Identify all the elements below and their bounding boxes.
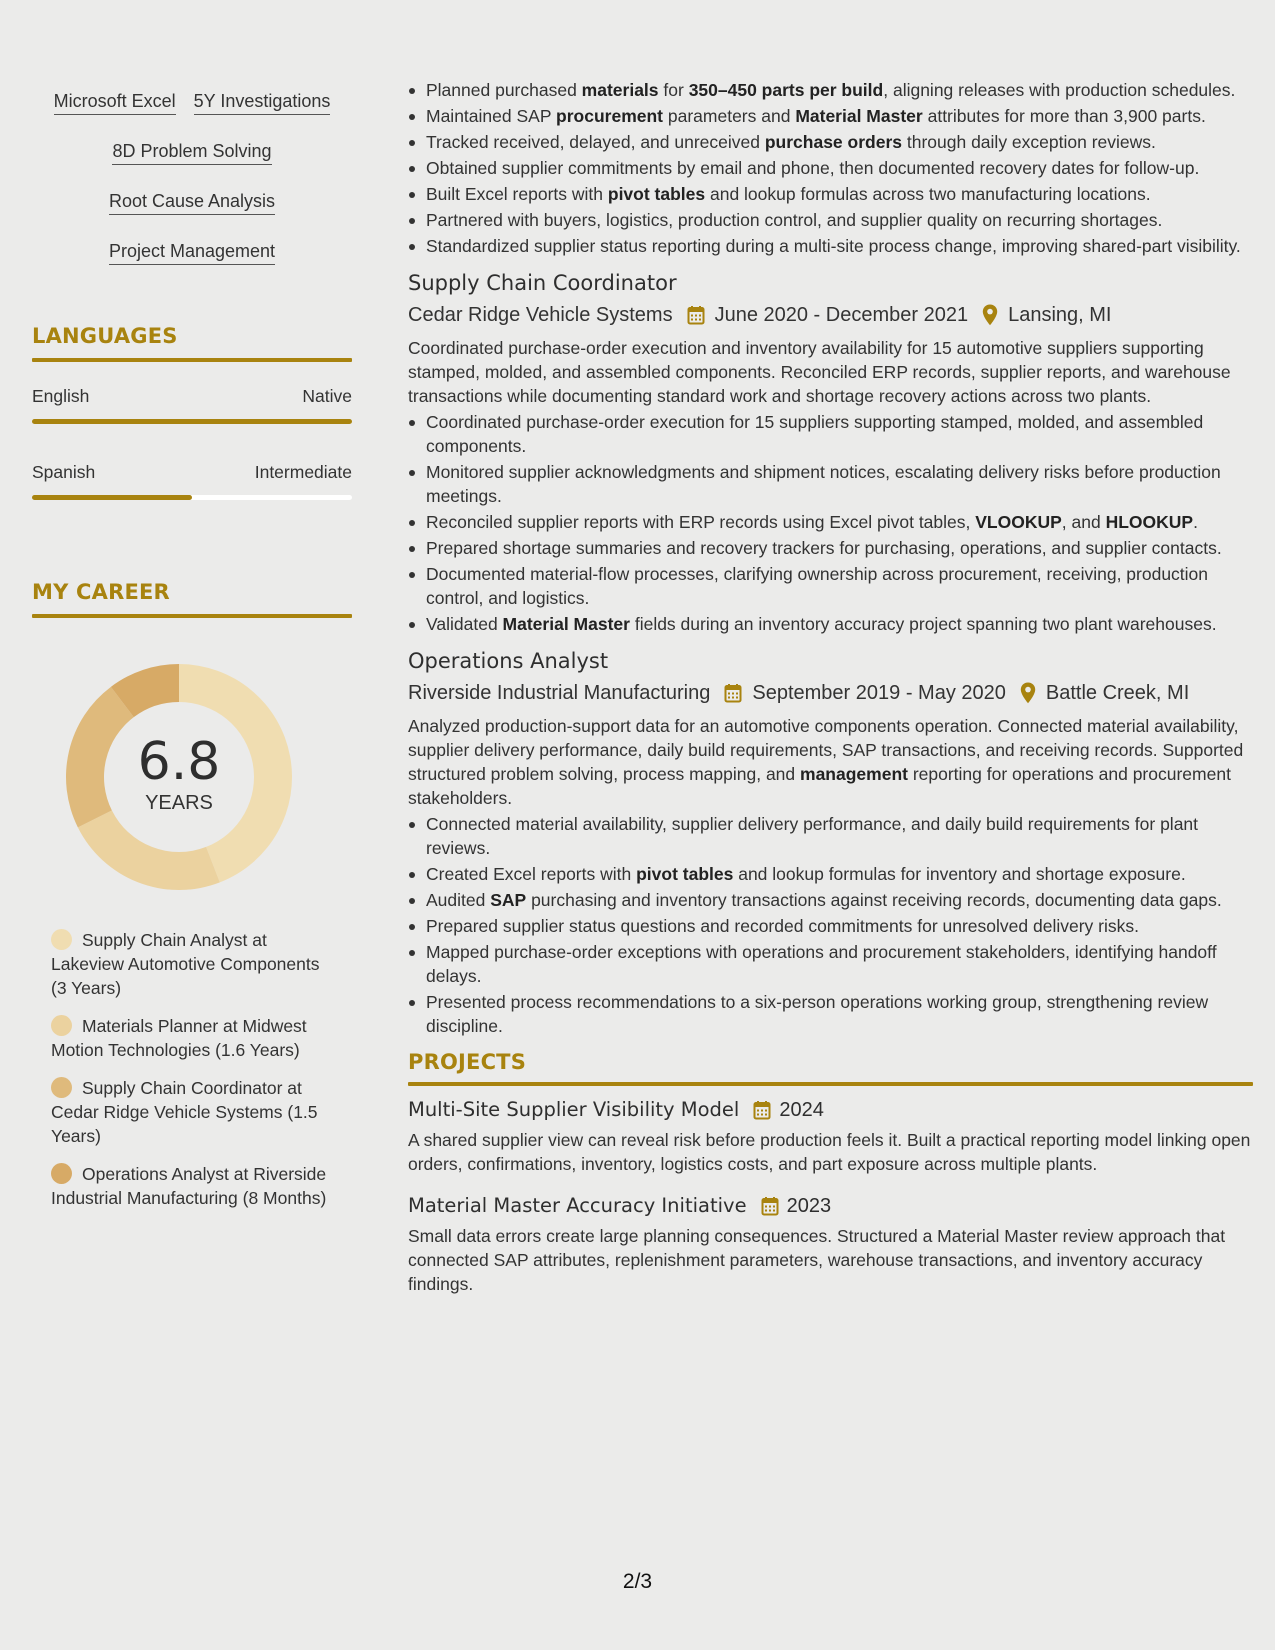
text-segment: Standardized supplier status reporting during a multi-site process change, improving shared-part visibility. bbox=[426, 236, 1241, 256]
legend-label: Operations Analyst at Riverside Industrial Manufacturing (8 Months) bbox=[51, 1164, 327, 1208]
bold-keyword: Material Master bbox=[502, 614, 630, 634]
text-segment: Documented material-flow processes, clarifying ownership across procurement, receiving, production control, and logistics. bbox=[426, 564, 1209, 608]
calendar-icon bbox=[687, 305, 705, 325]
text-segment: attributes for more than 3,900 parts. bbox=[922, 106, 1206, 126]
text-segment: . bbox=[1193, 512, 1198, 532]
bold-keyword: pivot tables bbox=[607, 184, 706, 204]
text-segment: parameters and bbox=[663, 106, 796, 126]
job-summary bbox=[408, 714, 1253, 810]
text-segment: Built Excel reports with bbox=[426, 184, 608, 204]
career-donut-chart bbox=[64, 662, 294, 892]
text-segment: reporting for operations and procurement stakeholders. bbox=[408, 764, 1231, 808]
page-number: 2/3 bbox=[622, 1570, 653, 1593]
projects-heading: PROJECTS bbox=[408, 1050, 527, 1074]
text-segment: Tracked received, delayed, and unreceived bbox=[426, 132, 765, 152]
language-name: Spanish bbox=[32, 462, 96, 482]
donut-center bbox=[64, 734, 294, 815]
legend-label: Supply Chain Coordinator at Cedar Ridge Vehicle Systems (1.5 Years) bbox=[51, 1078, 318, 1146]
bold-keyword: 350–450 parts per build bbox=[688, 80, 884, 100]
bullet-item bbox=[408, 888, 1253, 912]
skill-tag: Root Cause Analysis bbox=[109, 184, 275, 215]
legend-swatch bbox=[51, 1077, 72, 1098]
bullet-item bbox=[408, 234, 1253, 258]
job-entry bbox=[408, 268, 1253, 636]
text-segment: Audited bbox=[426, 890, 491, 910]
location-pin-icon bbox=[982, 304, 998, 326]
bold-keyword: SAP bbox=[490, 890, 527, 910]
project-year: 2023 bbox=[786, 1195, 832, 1217]
language-bar bbox=[32, 419, 352, 424]
project-title-row bbox=[408, 1096, 1253, 1124]
job-location: Battle Creek, MI bbox=[1045, 682, 1190, 704]
bold-keyword: HLOOKUP bbox=[1105, 512, 1194, 532]
section-rule bbox=[32, 614, 352, 618]
section-rule bbox=[408, 1082, 1253, 1086]
bullet-item bbox=[408, 612, 1253, 636]
project-entry bbox=[408, 1096, 1253, 1176]
bullet-item bbox=[408, 410, 1253, 458]
career-legend-item bbox=[51, 1076, 331, 1148]
bold-keyword: VLOOKUP bbox=[975, 512, 1062, 532]
job-bullets bbox=[408, 812, 1253, 1038]
language-item bbox=[32, 462, 352, 500]
text-segment: Obtained supplier commitments by email and phone, then documented recovery dates for follow-up. bbox=[426, 158, 1200, 178]
bullet-item bbox=[408, 812, 1253, 860]
text-segment: and lookup formulas across two manufacturing locations. bbox=[705, 184, 1151, 204]
job-meta bbox=[408, 300, 1253, 330]
text-segment: Prepared supplier status questions and recorded commitments for unresolved delivery risks. bbox=[426, 916, 1139, 936]
language-item bbox=[32, 386, 352, 424]
career-heading: MY CAREER bbox=[32, 580, 170, 604]
career-legend-item bbox=[51, 928, 331, 1000]
legend-label: Materials Planner at Midwest Motion Technologies (1.6 Years) bbox=[51, 1016, 307, 1060]
skill-tag: 8D Problem Solving bbox=[112, 134, 271, 165]
legend-label: Supply Chain Analyst at Lakeview Automotive Components (3 Years) bbox=[51, 930, 320, 998]
job-meta bbox=[408, 678, 1253, 708]
bold-keyword: purchase orders bbox=[764, 132, 902, 152]
jobs-list bbox=[408, 268, 1253, 1038]
job-title: Operations Analyst bbox=[408, 649, 609, 673]
skill-tag: Project Management bbox=[109, 234, 275, 265]
bullet-item bbox=[408, 78, 1253, 102]
calendar-icon bbox=[761, 1196, 779, 1216]
text-segment: through daily exception reviews. bbox=[902, 132, 1156, 152]
projects-list bbox=[408, 1096, 1253, 1296]
job-dates: September 2019 - May 2020 bbox=[752, 682, 1006, 704]
text-segment: Analyzed production-support data for an automotive components operation. Connected material availability, supplier delivery performance, daily build requirements, SAP transactions, and receiving records. Supported structured problem solving, process mapping, and bbox=[408, 716, 1244, 784]
bullet-item bbox=[408, 130, 1253, 154]
career-total-years: 6.8 bbox=[137, 732, 221, 792]
text-segment: Connected material availability, supplier delivery performance, and daily build requirements for plant reviews. bbox=[426, 814, 1199, 858]
text-segment: Prepared shortage summaries and recovery trackers for purchasing, operations, and supplier contacts. bbox=[426, 538, 1222, 558]
text-segment: for bbox=[658, 80, 689, 100]
bullet-item bbox=[408, 208, 1253, 232]
bullet-item bbox=[408, 156, 1253, 180]
language-bar-fill bbox=[32, 419, 352, 424]
calendar-icon bbox=[753, 1100, 771, 1120]
project-name: Material Master Accuracy Initiative bbox=[408, 1194, 747, 1217]
right-column bbox=[408, 78, 1253, 1296]
legend-swatch bbox=[51, 929, 72, 950]
languages-heading: LANGUAGES bbox=[32, 324, 178, 348]
project-description: Small data errors create large planning consequences. Structured a Material Master review approach that connected SAP attributes, replenishment parameters, warehouse transactions, and inventory accuracy findings. bbox=[408, 1226, 1226, 1294]
project-name: Multi-Site Supplier Visibility Model bbox=[408, 1098, 740, 1121]
job-dates: June 2020 - December 2021 bbox=[714, 304, 969, 326]
job-summary bbox=[408, 336, 1253, 408]
text-segment: Coordinated purchase-order execution and inventory availability for 15 automotive suppliers supporting stamped, molded, and assembled components. Reconciled ERP records, supplier reports, and warehouse transactions while documenting standard work and shortage recovery actions across two plants. bbox=[408, 338, 1231, 406]
bold-keyword: procurement bbox=[556, 106, 664, 126]
career-legend-item bbox=[51, 1162, 331, 1210]
job-title: Supply Chain Coordinator bbox=[408, 271, 677, 295]
skills-list bbox=[32, 84, 352, 284]
job-entry bbox=[408, 646, 1253, 1038]
project-title-row bbox=[408, 1192, 1253, 1220]
location-pin-icon bbox=[1020, 682, 1036, 704]
bullet-item bbox=[408, 562, 1253, 610]
language-level: Intermediate bbox=[254, 462, 352, 482]
job-location: Lansing, MI bbox=[1008, 304, 1112, 326]
text-segment: Coordinated purchase-order execution for 15 suppliers supporting stamped, molded, and assembled components. bbox=[426, 412, 1204, 456]
text-segment: Validated bbox=[426, 614, 503, 634]
career-total-unit: YEARS bbox=[145, 792, 213, 814]
text-segment: Partnered with buyers, logistics, production control, and supplier quality on recurring shortages. bbox=[426, 210, 1163, 230]
legend-swatch bbox=[51, 1015, 72, 1036]
text-segment: fields during an inventory accuracy project spanning two plant warehouses. bbox=[629, 614, 1217, 634]
bullet-item bbox=[408, 104, 1253, 128]
job-bullets bbox=[408, 410, 1253, 636]
skill-tag: 5Y Investigations bbox=[194, 84, 331, 115]
project-entry bbox=[408, 1192, 1253, 1296]
bold-keyword: materials bbox=[581, 80, 659, 100]
language-name: English bbox=[32, 386, 90, 406]
calendar-icon bbox=[724, 683, 742, 703]
section-rule bbox=[32, 358, 352, 362]
language-level: Native bbox=[302, 386, 352, 406]
experience-bullets bbox=[408, 78, 1253, 258]
bullet-item bbox=[408, 536, 1253, 560]
skill-tag: Microsoft Excel bbox=[54, 84, 176, 115]
bullet-item bbox=[408, 182, 1253, 206]
text-segment: and lookup formulas for inventory and shortage exposure. bbox=[733, 864, 1186, 884]
bullet-item bbox=[408, 990, 1253, 1038]
left-column bbox=[32, 84, 352, 1224]
bullet-item bbox=[408, 862, 1253, 886]
text-segment: Monitored supplier acknowledgments and shipment notices, escalating delivery risks before production meetings. bbox=[426, 462, 1221, 506]
career-legend-item bbox=[51, 1014, 331, 1062]
text-segment: Maintained SAP bbox=[426, 106, 557, 126]
job-company: Riverside Industrial Manufacturing bbox=[408, 682, 711, 704]
text-segment: purchasing and inventory transactions against receiving records, documenting data gaps. bbox=[526, 890, 1222, 910]
legend-swatch bbox=[51, 1163, 72, 1184]
text-segment: Created Excel reports with bbox=[426, 864, 637, 884]
text-segment: Planned purchased bbox=[426, 80, 582, 100]
text-segment: Reconciled supplier reports with ERP records using Excel pivot tables, bbox=[426, 512, 976, 532]
job-company: Cedar Ridge Vehicle Systems bbox=[408, 304, 673, 326]
bold-keyword: management bbox=[800, 764, 908, 784]
text-segment: , and bbox=[1061, 512, 1106, 532]
project-year: 2024 bbox=[779, 1099, 824, 1121]
language-bar-fill bbox=[32, 495, 192, 500]
text-segment: Mapped purchase-order exceptions with operations and procurement stakeholders, identifying handoff delays. bbox=[426, 942, 1217, 986]
career-legend bbox=[51, 928, 331, 1210]
bullet-item bbox=[408, 914, 1253, 938]
bold-keyword: pivot tables bbox=[636, 864, 734, 884]
bullet-item bbox=[408, 510, 1253, 534]
text-segment: , aligning releases with production schedules. bbox=[883, 80, 1236, 100]
donut-segment bbox=[78, 810, 220, 890]
project-description: A shared supplier view can reveal risk before production feels it. Built a practical reporting model linking open orders, confirmations, inventory, logistics costs, and part exposure across multiple plants. bbox=[408, 1130, 1251, 1174]
language-bar bbox=[32, 495, 352, 500]
bold-keyword: Material Master bbox=[795, 106, 923, 126]
text-segment: Presented process recommendations to a six-person operations working group, strengthening review discipline. bbox=[426, 992, 1209, 1036]
bullet-item bbox=[408, 460, 1253, 508]
bullet-item bbox=[408, 940, 1253, 988]
